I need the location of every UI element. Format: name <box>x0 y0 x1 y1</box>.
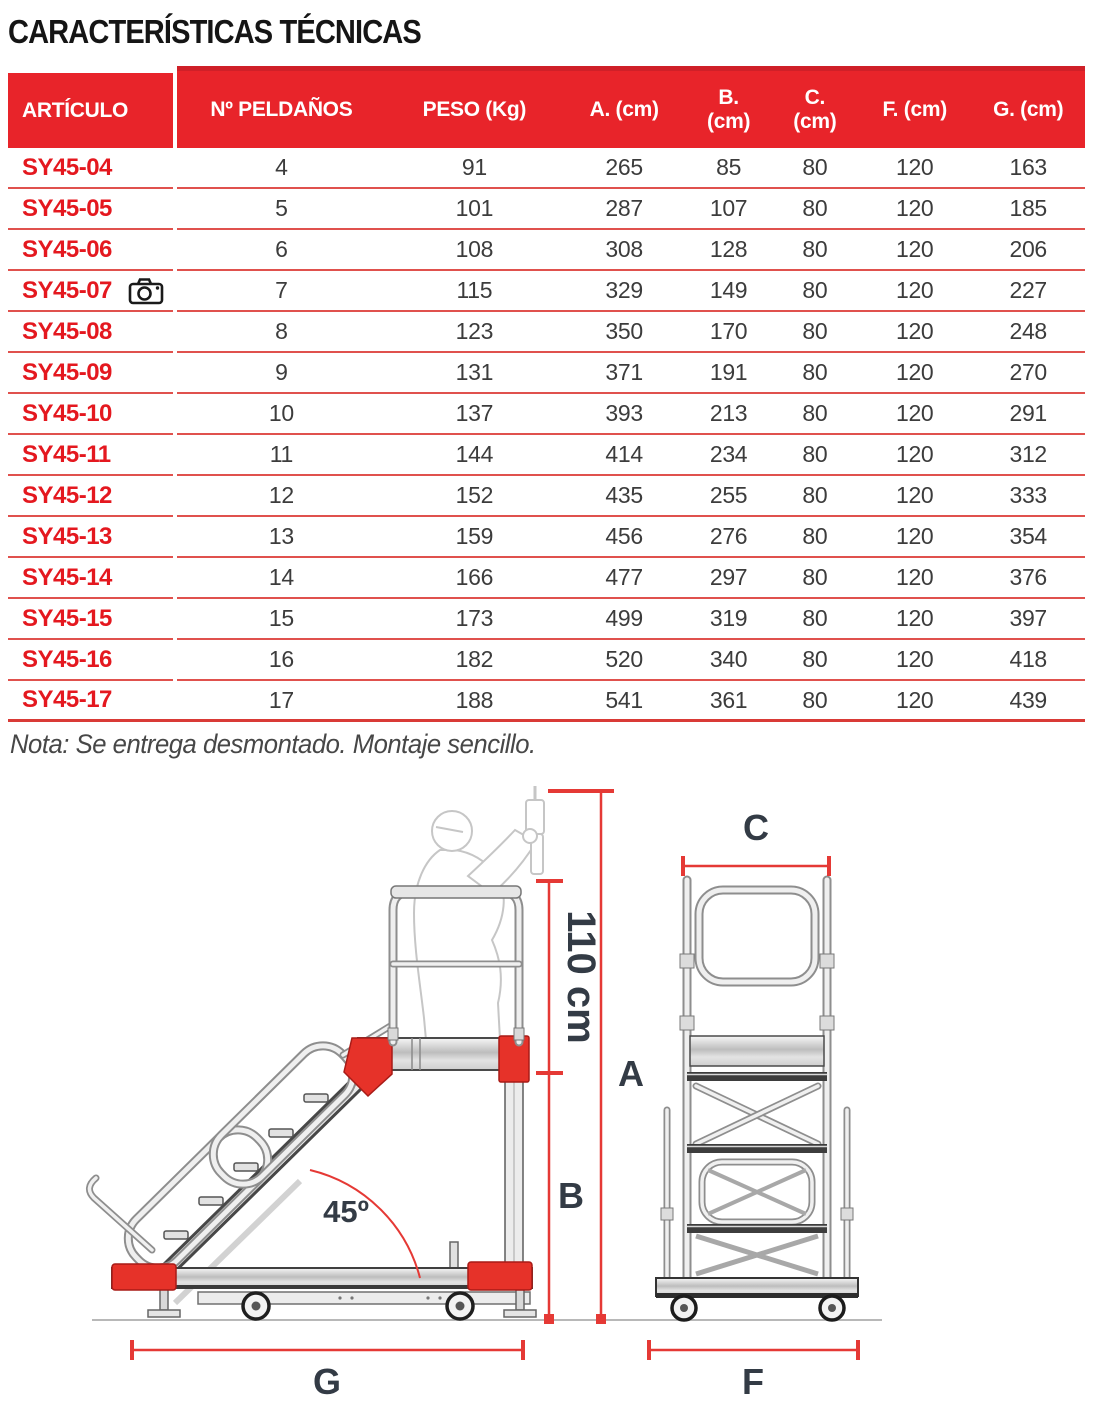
table-row <box>8 640 1085 681</box>
value-cell: 17 <box>268 686 294 713</box>
article-cell <box>8 599 173 640</box>
article-code: SY45-06 <box>22 235 112 263</box>
table-row <box>8 189 1085 230</box>
article-code: SY45-05 <box>22 194 112 222</box>
value-cell: 333 <box>1009 482 1047 508</box>
value-cell: 120 <box>895 646 934 672</box>
value-cell: 120 <box>895 154 934 180</box>
handrail-loop-lower <box>117 1119 279 1280</box>
value-cell: 287 <box>605 195 643 221</box>
value-cell: 80 <box>802 605 828 631</box>
value-cell: 120 <box>895 441 934 467</box>
table-row <box>8 271 1085 312</box>
article-cell <box>8 517 173 558</box>
value-cell: 120 <box>895 400 934 426</box>
value-cell: 393 <box>605 400 643 426</box>
column-header: B. (cm) <box>707 85 751 133</box>
value-cell: 234 <box>709 441 748 467</box>
article-code: SY45-16 <box>22 645 112 673</box>
value-cell: 101 <box>455 195 494 221</box>
article-code: SY45-04 <box>22 153 112 181</box>
article-cell <box>8 189 173 230</box>
platform-rail-height-label: 110 cm <box>559 910 603 1044</box>
table-row <box>8 394 1085 435</box>
front-base <box>656 1278 858 1320</box>
table-row <box>8 558 1085 599</box>
table-header <box>8 66 1085 148</box>
value-cell: 13 <box>268 523 294 549</box>
header-cell-articulo <box>8 73 173 148</box>
value-cell: 120 <box>895 236 934 262</box>
value-cell: 120 <box>895 318 934 344</box>
table-row <box>8 517 1085 558</box>
value-cell: 270 <box>1009 359 1047 385</box>
article-cell <box>8 435 173 476</box>
side-view-drawing <box>89 786 544 1319</box>
value-cell: 439 <box>1009 686 1047 713</box>
value-cell: 265 <box>605 154 643 180</box>
value-cell: 152 <box>455 482 494 508</box>
value-cell: 120 <box>895 605 934 631</box>
total-height-label: A <box>618 1053 644 1094</box>
camera-icon <box>128 277 164 305</box>
value-cell: 248 <box>1009 318 1047 344</box>
value-cell: 170 <box>709 318 748 344</box>
value-cell: 541 <box>605 686 643 713</box>
table-row <box>8 148 1085 189</box>
value-cell: 120 <box>895 564 934 590</box>
value-cell: 182 <box>455 646 494 672</box>
value-cell: 7 <box>275 277 288 303</box>
value-cell: 520 <box>605 646 643 672</box>
value-cell: 11 <box>269 441 294 467</box>
value-cell: 376 <box>1009 564 1047 590</box>
value-cell: 191 <box>709 359 748 385</box>
article-cell <box>8 476 173 517</box>
article-cell <box>8 353 173 394</box>
value-cell: 16 <box>268 646 294 672</box>
platform-front <box>690 1036 824 1066</box>
value-cell: 85 <box>716 154 742 180</box>
side-dimensions <box>132 791 644 1402</box>
value-cell: 80 <box>802 359 828 385</box>
value-cell: 149 <box>709 277 748 303</box>
value-cell: 80 <box>802 482 828 508</box>
value-cell: 173 <box>455 605 494 631</box>
article-code: SY45-07 <box>22 276 112 304</box>
value-cell: 128 <box>709 236 748 262</box>
value-cell: 188 <box>455 686 494 713</box>
value-cell: 80 <box>802 400 828 426</box>
value-cell: 213 <box>709 400 748 426</box>
column-header: A. (cm) <box>589 97 659 121</box>
value-cell: 477 <box>605 564 643 590</box>
value-cell: 312 <box>1009 441 1047 467</box>
table-row <box>8 230 1085 271</box>
value-cell: 255 <box>709 482 748 508</box>
article-code: SY45-11 <box>22 440 111 468</box>
article-code: SY45-10 <box>22 399 112 427</box>
value-cell: 456 <box>605 523 643 549</box>
value-cell: 6 <box>275 236 288 262</box>
article-code: SY45-14 <box>22 563 112 591</box>
column-header: Nº PELDAÑOS <box>210 97 353 121</box>
article-cell <box>8 271 173 312</box>
value-cell: 350 <box>605 318 643 344</box>
value-cell: 80 <box>802 441 828 467</box>
value-cell: 108 <box>455 236 494 262</box>
value-cell: 12 <box>268 482 294 508</box>
column-header: F. (cm) <box>882 97 947 121</box>
value-cell: 80 <box>802 277 828 303</box>
article-code: SY45-17 <box>22 686 112 713</box>
column-header: G. (cm) <box>993 97 1064 121</box>
base-width-front-label: F <box>742 1361 764 1402</box>
assembly-note: Nota: Se entrega desmontado. Montaje sencillo. <box>10 729 536 759</box>
value-cell: 80 <box>802 646 828 672</box>
value-cell: 297 <box>709 564 748 590</box>
value-cell: 15 <box>268 605 294 631</box>
article-cell <box>8 312 173 353</box>
value-cell: 123 <box>455 318 494 344</box>
value-cell: 80 <box>802 195 828 221</box>
value-cell: 120 <box>895 277 934 303</box>
value-cell: 107 <box>709 195 748 221</box>
value-cell: 120 <box>895 482 934 508</box>
value-cell: 276 <box>709 523 748 549</box>
table-row <box>8 681 1085 722</box>
handrail-loop-upper <box>202 1035 364 1196</box>
article-code: SY45-08 <box>22 317 112 345</box>
table-row <box>8 353 1085 394</box>
article-code: SY45-09 <box>22 358 112 386</box>
table-row <box>8 312 1085 353</box>
angle-label: 45º <box>323 1194 369 1229</box>
value-cell: 115 <box>456 277 493 303</box>
article-cell <box>8 681 173 719</box>
lower-height-label: B <box>558 1175 584 1216</box>
value-cell: 340 <box>709 646 748 672</box>
value-cell: 206 <box>1009 236 1047 262</box>
value-cell: 371 <box>605 359 643 385</box>
base-width-side-label: G <box>312 1361 342 1402</box>
spec-table <box>8 66 1085 722</box>
value-cell: 308 <box>605 236 643 262</box>
article-cell <box>8 230 173 271</box>
value-cell: 8 <box>275 318 288 344</box>
table-row <box>8 435 1085 476</box>
value-cell: 131 <box>455 359 494 385</box>
value-cell: 4 <box>275 154 288 180</box>
value-cell: 5 <box>275 195 288 221</box>
value-cell: 418 <box>1009 646 1047 672</box>
value-cell: 9 <box>275 359 288 385</box>
column-header: C. (cm) <box>793 85 837 133</box>
value-cell: 166 <box>455 564 494 590</box>
value-cell: 14 <box>268 564 294 590</box>
column-header: PESO (Kg) <box>422 97 527 121</box>
value-cell: 80 <box>802 236 828 262</box>
article-cell <box>8 394 173 435</box>
article-cell <box>8 558 173 599</box>
value-cell: 397 <box>1009 605 1047 631</box>
value-cell: 80 <box>802 154 828 180</box>
table-body <box>8 148 1085 722</box>
article-code: SY45-13 <box>22 522 112 550</box>
value-cell: 354 <box>1009 523 1047 549</box>
value-cell: 227 <box>1009 277 1047 303</box>
value-cell: 10 <box>268 400 294 426</box>
value-cell: 80 <box>802 686 828 713</box>
value-cell: 120 <box>895 195 934 221</box>
header-cell-group <box>177 66 1085 148</box>
value-cell: 91 <box>461 154 487 180</box>
value-cell: 499 <box>605 605 643 631</box>
value-cell: 80 <box>802 318 828 344</box>
value-cell: 291 <box>1009 400 1047 426</box>
page-title: CARACTERÍSTICAS TÉCNICAS <box>8 13 421 50</box>
article-cell <box>8 640 173 681</box>
article-code: SY45-12 <box>22 481 112 509</box>
top-width-label: C <box>743 807 769 848</box>
drill-sketch <box>523 786 544 874</box>
value-cell: 120 <box>895 359 934 385</box>
value-cell: 319 <box>709 605 748 631</box>
value-cell: 80 <box>802 564 828 590</box>
value-cell: 163 <box>1009 154 1047 180</box>
value-cell: 159 <box>455 523 494 549</box>
table-row <box>8 476 1085 517</box>
value-cell: 414 <box>605 441 643 467</box>
value-cell: 144 <box>455 441 494 467</box>
worker-figure <box>414 786 544 1040</box>
column-header: ARTÍCULO <box>22 98 129 122</box>
value-cell: 435 <box>605 482 643 508</box>
table-row <box>8 599 1085 640</box>
value-cell: 329 <box>605 277 643 303</box>
front-view-drawing <box>656 880 858 1320</box>
value-cell: 80 <box>802 523 828 549</box>
value-cell: 361 <box>709 686 748 713</box>
value-cell: 137 <box>455 400 494 426</box>
technical-diagram <box>0 778 1100 1422</box>
value-cell: 120 <box>895 523 934 549</box>
article-code: SY45-15 <box>22 604 112 632</box>
value-cell: 120 <box>895 686 934 713</box>
value-cell: 185 <box>1009 195 1047 221</box>
article-cell <box>8 148 173 189</box>
